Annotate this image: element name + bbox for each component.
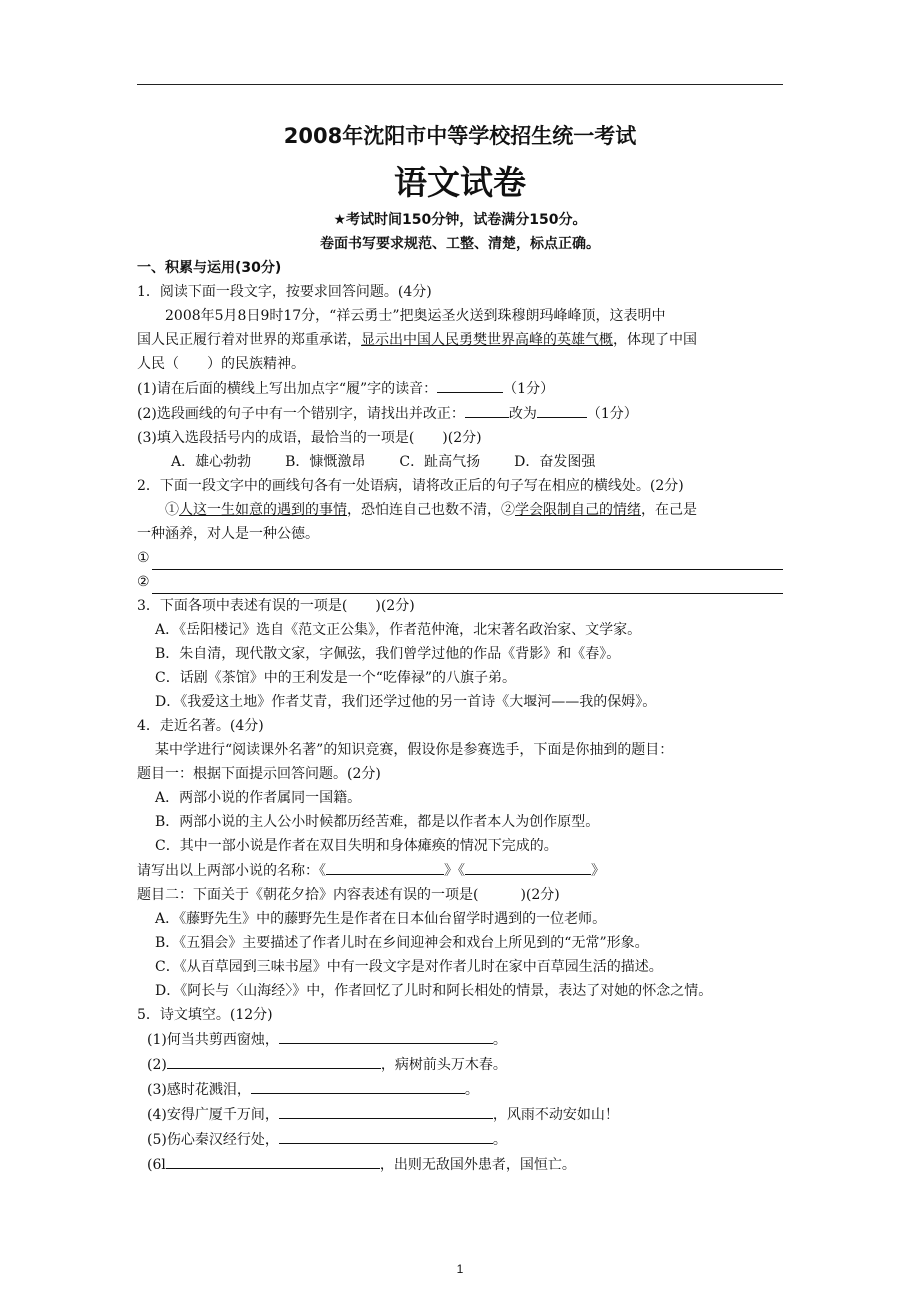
question-4-option-b[interactable]: B．《五猖会》主要描述了作者儿时在乡间迎神会和戏台上所见到的“无常”形象。 <box>155 935 649 951</box>
exam-page <box>137 118 783 1177</box>
answer-blank[interactable] <box>167 1052 381 1069</box>
question-1-passage-line: 国人民正履行着对世界的郑重承诺，显示出中国人民勇樊世界高峰的英雄气概，体现了中国 <box>137 332 697 348</box>
question-2-answer-1: ① <box>137 546 783 570</box>
answer-blank[interactable] <box>279 1102 493 1119</box>
option-d[interactable]: D．奋发图强 <box>514 454 596 470</box>
question-4-hint-b: B．两部小说的主人公小时候都历经苦难，都是以作者本人为创作原型。 <box>155 814 600 830</box>
question-1-passage-line: 人民（ ）的民族精神。 <box>137 356 305 372</box>
exam-note-writing: 卷面书写要求规范、工整、清楚，标点正确。 <box>320 236 600 252</box>
underlined-sentence: 显示出中国人民勇樊世界高峰的英雄气概 <box>361 332 613 348</box>
underlined-sentence: 人这一生如意的遇到的事情 <box>179 502 347 518</box>
poem-line-3: (3)感时花溅泪， 。 <box>137 1077 783 1102</box>
poem-line-5: (5)伤心秦汉经行处， 。 <box>137 1127 783 1152</box>
option-c[interactable]: C．趾高气扬 <box>399 454 481 470</box>
question-2-answer-2: ② <box>137 570 783 594</box>
poem-line-6: (6l ，出则无敌国外患者，国恒亡。 <box>137 1152 783 1177</box>
exam-note-time: ★考试时间150分钟，试卷满分150分。 <box>333 212 587 228</box>
question-3-option-a[interactable]: A．《岳阳楼记》选自《范文正公集》，作者范仲淹，北宋著名政治家、文学家。 <box>155 622 642 638</box>
section-title: 一、积累与运用(30分) <box>137 260 282 276</box>
question-4-hint-c: C．其中一部小说是作者在双目失明和身体瘫痪的情况下完成的。 <box>155 838 558 854</box>
question-4-option-c[interactable]: C．《从百草园到三味书屋》中有一段文字是对作者儿时在家中百草园生活的描述。 <box>155 959 663 975</box>
underlined-sentence: 学会限制自己的情绪 <box>515 502 641 518</box>
answer-blank[interactable] <box>279 1127 493 1144</box>
page-number: 1 <box>456 1262 464 1276</box>
question-2-passage-line: ①人这一生如意的遇到的事情，恐怕连自己也数不清，②学会限制自己的情绪，在己是 <box>165 502 697 518</box>
question-4-stem: 4．走近名著。(4分) <box>137 718 264 734</box>
header-rule <box>137 84 783 85</box>
question-4-topic-2: 题目二：下面关于《朝花夕拾》内容表述有误的一项是( )(2分) <box>137 887 560 903</box>
answer-blank[interactable] <box>166 1152 380 1169</box>
question-1-sub-1: (1)请在后面的横线上写出加点字“履”字的读音： （1分） <box>137 376 783 401</box>
answer-blank[interactable] <box>465 858 591 875</box>
question-1-sub-2: (2)选段画线的句子中有一个错别字，请找出并改正： 改为 （1分） <box>137 401 783 426</box>
question-4-intro: 某中学进行“阅读课外名著”的知识竞赛，假设你是参赛选手，下面是你抽到的题目： <box>155 742 674 758</box>
question-1-sub-3: (3)填入选段括号内的成语，最恰当的一项是( )(2分) <box>137 430 482 446</box>
question-2-passage-line: 一种涵养，对人是一种公德。 <box>137 526 319 542</box>
question-4-ask: 请写出以上两部小说的名称：《 》《 》 <box>137 858 783 883</box>
answer-blank[interactable] <box>251 1077 465 1094</box>
question-2-stem: 2．下面一段文字中的画线句各有一处语病，请将改正后的句子写在相应的横线处。(2分) <box>137 478 684 494</box>
answer-line[interactable] <box>152 577 783 594</box>
poem-line-1: (1)何当共剪西窗烛， 。 <box>137 1027 783 1052</box>
answer-blank[interactable] <box>437 376 503 393</box>
question-3-option-c[interactable]: C．话剧《茶馆》中的王利发是一个“吃俸禄”的八旗子弟。 <box>155 670 517 686</box>
question-4-topic-1: 题目一：根据下面提示回答问题。(2分) <box>137 766 381 782</box>
question-1-stem: 1．阅读下面一段文字，按要求回答问题。(4分) <box>137 284 432 300</box>
question-4-option-d[interactable]: D．《阿长与〈山海经〉》中，作者回忆了儿时和阿长相处的情景，表达了对她的怀念之情。 <box>155 983 713 999</box>
question-1-options <box>137 450 783 474</box>
question-4-option-a[interactable]: A．《藤野先生》中的藤野先生是作者在日本仙台留学时遇到的一位老师。 <box>155 911 607 927</box>
question-3-option-d[interactable]: D．《我爱这土地》作者艾青，我们还学过他的另一首诗《大堰河——我的保姆》。 <box>155 694 657 710</box>
question-3-option-b[interactable]: B．朱自清，现代散文家，字佩弦，我们曾学过他的作品《背影》和《春》。 <box>155 646 621 662</box>
option-b[interactable]: B．慷慨激昂 <box>285 454 366 470</box>
answer-blank[interactable] <box>537 401 587 418</box>
exam-subtitle: 语文试卷 <box>394 163 526 202</box>
question-3-stem: 3．下面各项中表述有误的一项是( )(2分) <box>137 598 415 614</box>
poem-line-4: (4)安得广厦千万间， ，风雨不动安如山！ <box>137 1102 783 1127</box>
question-4-hint-a: A．两部小说的作者属同一国籍。 <box>155 790 362 806</box>
answer-blank[interactable] <box>465 401 509 418</box>
answer-blank[interactable] <box>326 858 444 875</box>
answer-line[interactable] <box>152 553 783 570</box>
answer-blank[interactable] <box>279 1027 493 1044</box>
option-a[interactable]: A．雄心勃勃 <box>171 454 252 470</box>
question-5-stem: 5．诗文填空。(12分) <box>137 1007 273 1023</box>
exam-title: 2008年沈阳市中等学校招生统一考试 <box>283 124 637 148</box>
poem-line-2: (2) ，病树前头万木春。 <box>137 1052 783 1077</box>
question-1-passage-line: 2008年5月8日9时17分，“祥云勇士”把奥运圣火送到珠穆朗玛峰峰顶，这表明中 <box>165 308 666 324</box>
